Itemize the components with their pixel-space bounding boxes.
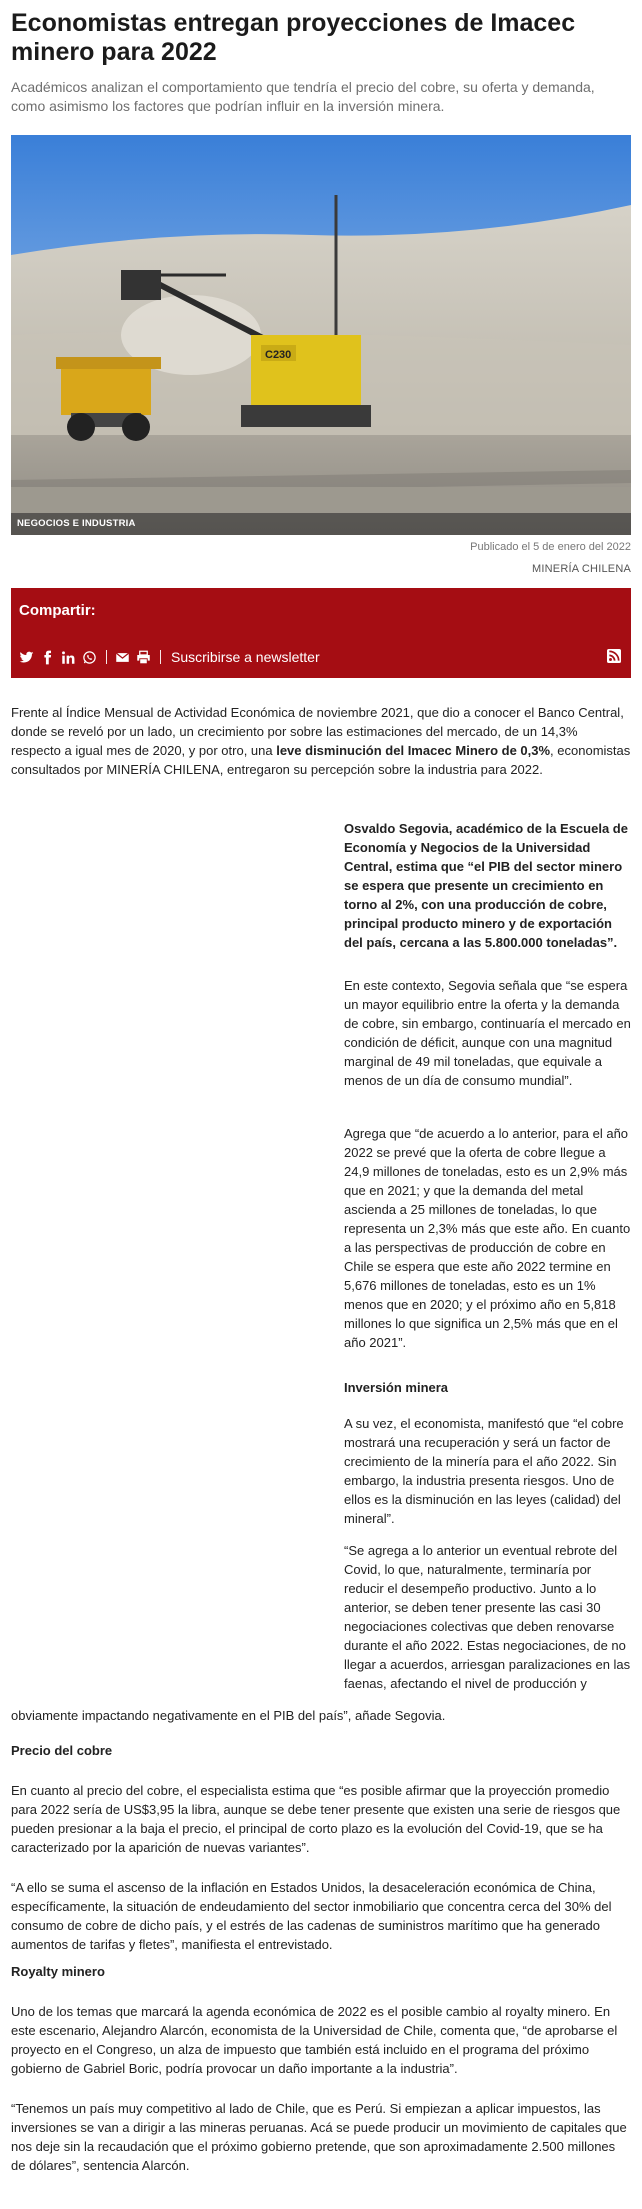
- publish-date: Publicado el 5 de enero del 2022: [470, 541, 631, 553]
- rss-icon[interactable]: [607, 649, 621, 663]
- paragraph-segovia-quote: Osvaldo Segovia, académico de la Escuela de Economía y Negocios de la Universidad Central, estima que “el PIB del sector minero se espera que presente un crecimiento en torno al 2%, con una producción de cobre, principal producto minero y de exportación del país, cercana a las 5.800.000 toneladas”.: [344, 821, 628, 950]
- paragraph-covid: “Se agrega a lo anterior un eventual rebrote del Covid, lo que, naturalmente, terminaría por reducir el desempeño productivo. Junto a lo anterior, se deben tener presente las casi 30 negociaciones colectivas que deben renovarse durante el año 2022. Estas negociaciones, de no llegar a acuerdos, arriesgan paralizaciones en las faenas, afectando el nivel de producción y: [344, 1543, 631, 1691]
- twitter-icon[interactable]: [19, 650, 34, 665]
- paragraph-inversion: A su vez, el economista, manifestó que “el cobre mostrará una recuperación y será un factor de crecimiento de la minería para el año 2022. Sin embargo, la industria presenta riesgos. Uno de ellos es la disminución en las leyes (calidad) del mineral”.: [344, 1416, 624, 1526]
- whatsapp-icon[interactable]: [82, 650, 97, 665]
- share-bar: [11, 588, 631, 678]
- paragraph-equilibrio: En este contexto, Segovia señala que “se espera un mayor equilibrio entre la oferta y la demanda de cobre, sin embargo, continuaría el mercado en condición de déficit, aunque con una magnitud marginal de 49 mil toneladas, que equivale a menos de un día de consumo mundial”.: [344, 978, 631, 1088]
- paragraph-precio: En cuanto al precio del cobre, el especialista estima que “es posible afirmar que la proyección promedio para 2022 sería de US$3,95 la libra, aunque se debe tener presente que existen una serie de riesgos que pueden presionar a la baja el precio, el principal de corto plazo es la evolución del Covid-19, que se ha caracterizado por la aparición de nuevas variantes”.: [11, 1783, 621, 1855]
- paragraph-peru: “Tenemos un país muy competitivo al lado de Chile, que es Perú. Si empiezan a aplicar impuestos, las inversiones se van a dirigir a las mineras peruanas. Acá se puede producir un movimiento de capitales que nos deje sin la recaudación que el próximo gobierno pretende, que son aproximadamente 2.500 millones de dólares”, sentencia Alarcón.: [11, 2101, 627, 2173]
- linkedin-icon[interactable]: [61, 650, 76, 665]
- heading-inversion: Inversión minera: [344, 1380, 449, 1395]
- share-divider: [106, 650, 107, 664]
- share-title: Compartir:: [19, 602, 96, 619]
- paragraph-oferta: Agrega que “de acuerdo a lo anterior, para el año 2022 se prevé que la oferta de cobre llegue a 24,9 millones de toneladas, esto es un 2,9% más que en 2021; y que la demanda del metal ascienda a 25 millones de toneladas, lo que representa un 2,3% más que este año. En cuanto a las perspectivas de producción de cobre en Chile se espera que este año 2022 termine en 5,676 millones de toneladas, esto es un 1% menos que en 2020; y el próximo año en 5,818 millones lo que significa un 2,5% más que en el año 2021”.: [344, 1126, 631, 1350]
- source-label: MINERÍA CHILENA: [532, 563, 631, 575]
- article-title: Economistas entregan proyecciones de Imacec minero para 2022: [11, 9, 576, 66]
- category-bar: [11, 513, 631, 535]
- intro-text-end: , economistas consultados por MINERÍA CHILENA, entregaron su percepción sobre la industria para 2022.: [11, 743, 631, 777]
- intro-highlight: leve disminución del Imacec Minero de 0,3%: [276, 743, 551, 758]
- paragraph-covid-end: obviamente impactando negativamente en el PIB del país”, añade Segovia.: [11, 1708, 446, 1723]
- share-icons: [19, 649, 320, 665]
- heading-royalty: Royalty minero: [11, 1964, 105, 1979]
- paragraph-intro: [11, 703, 631, 779]
- intro-text: Frente al Índice Mensual de Actividad Económica de noviembre 2021, que dio a conocer el Banco Central, donde se reveló por un lado, un crecimiento por sobre las estimaciones del mercado, de un 14,3% respecto a igual mes de 2020, y por otro, una: [11, 705, 624, 758]
- print-icon[interactable]: [136, 650, 151, 665]
- shovel-label: C230: [265, 349, 292, 361]
- mining-photo: [11, 135, 631, 535]
- email-icon[interactable]: [115, 650, 130, 665]
- paragraph-royalty: Uno de los temas que marcará la agenda económica de 2022 es el posible cambio al royalty minero. En este escenario, Alejandro Alarcón, economista de la Universidad de Chile, comenta que, “de aprobarse el proyecto en el Congreso, un alza de impuesto que también está incluido en el programa del próximo gobierno de Gabriel Boric, podría provocar un daño importante a la industria”.: [11, 2004, 618, 2076]
- heading-precio: Precio del cobre: [11, 1743, 113, 1758]
- paragraph-inflacion: “A ello se suma el ascenso de la inflación en Estados Unidos, la desaceleración económica de China, específicamente, la situación de endeudamiento del sector inmobiliario que concentra cerca del 30% del consumo de cobre de dicho país, y el estrés de las cadenas de suministros marítimo que ha generado aumentos de tarifas y fletes”, manifiesta el entrevistado.: [11, 1880, 612, 1952]
- share-divider: [160, 650, 161, 664]
- hero-image: [11, 135, 631, 535]
- article-subtitle: Académicos analizan el comportamiento que tendría el precio del cobre, su oferta y demanda, como asimismo los factores que podrían influir en la inversión minera.: [11, 79, 595, 114]
- category-label[interactable]: NEGOCIOS E INDUSTRIA: [17, 518, 136, 529]
- facebook-icon[interactable]: [40, 650, 55, 665]
- newsletter-link[interactable]: Suscribirse a newsletter: [171, 649, 320, 665]
